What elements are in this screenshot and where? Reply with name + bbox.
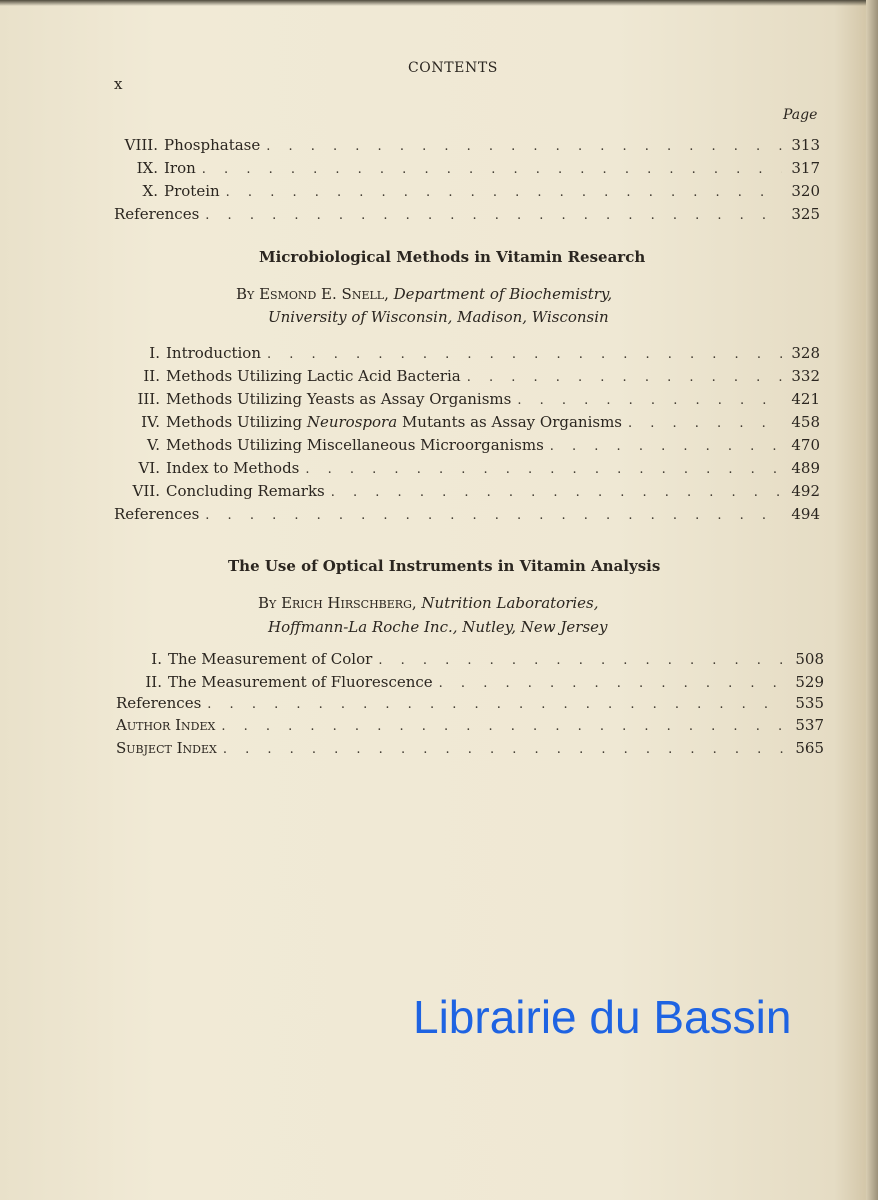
dot-leader — [266, 139, 782, 154]
toc-entry-page: 421 — [791, 390, 820, 408]
toc-entry: IV. Methods Utilizing Neurospora Mutants as Assay Organisms . . . 458 — [114, 413, 820, 435]
toc-entry-title: Index to Methods — [166, 459, 300, 477]
toc-entry-page: 535 — [795, 694, 824, 712]
toc-entry-page: 489 — [791, 459, 820, 477]
running-header: CONTENTS — [408, 60, 498, 76]
toc-entry: V. Methods Utilizing Miscellaneous Microorganisms . . . 470 — [114, 436, 820, 458]
watermark-text: Librairie du Bassin — [413, 991, 792, 1043]
toc-entry-title: References — [114, 205, 200, 223]
dot-leader — [205, 208, 782, 223]
toc-entry-title: The Measurement of Color — [168, 650, 373, 668]
dot-leader — [439, 676, 786, 691]
toc-entry: VIII. Phosphatase . . . 313 — [114, 136, 820, 158]
toc-entry-page: 470 — [791, 436, 820, 454]
toc-entry — [114, 505, 820, 527]
toc-entry-title: Methods Utilizing Lactic Acid Bacteria — [166, 367, 461, 385]
toc-entry-page: 325 — [791, 205, 820, 223]
toc-entry-title: Author Index — [116, 716, 216, 734]
toc-entry-title: Iron — [164, 159, 196, 177]
toc-entry-page: 492 — [791, 482, 820, 500]
author-name: Erich Hirschberg, — [281, 594, 417, 612]
toc-entry-page: 508 — [795, 650, 824, 668]
toc-entry: III. Methods Utilizing Yeasts as Assay Organisms . . . 421 — [114, 390, 820, 412]
author-affiliation-line: Hoffmann-La Roche Inc., Nutley, New Jersey — [268, 618, 608, 636]
dot-leader — [202, 162, 782, 177]
dot-leader — [226, 185, 782, 200]
dot-leader — [207, 697, 786, 712]
toc-entry-title: Introduction — [166, 344, 261, 362]
toc-entry-page: 313 — [791, 136, 820, 154]
dot-leader — [331, 485, 782, 500]
toc-entry — [116, 739, 824, 761]
dot-leader — [305, 462, 782, 477]
book-spine-shadow — [866, 0, 878, 1200]
toc-entry: II. The Measurement of Fluorescence . . . 529 — [116, 673, 824, 695]
author-affiliation-line: University of Wisconsin, Madison, Wisconsin — [268, 308, 609, 326]
dot-leader — [378, 653, 786, 668]
toc-entry: VII. Concluding Remarks . . . 492 — [114, 482, 820, 504]
toc-entry-page: 320 — [791, 182, 820, 200]
toc-entry: IX. Iron . . . 317 — [114, 159, 820, 181]
page-column-label: Page — [783, 107, 818, 123]
top-edge-shadow — [0, 0, 878, 6]
toc-entry: X. Protein . . . 320 — [114, 182, 820, 204]
toc-entry — [116, 694, 824, 716]
toc-entry-page: 494 — [791, 505, 820, 523]
toc-entry-title: References — [114, 505, 200, 523]
dot-leader — [550, 439, 782, 454]
dot-leader — [267, 347, 782, 362]
toc-entry-page: 537 — [795, 716, 824, 734]
toc-entry: II. Methods Utilizing Lactic Acid Bacteria . . . 332 — [114, 367, 820, 389]
toc-entry-page: 529 — [795, 673, 824, 691]
dot-leader — [223, 742, 786, 757]
dot-leader — [467, 370, 782, 385]
toc-entry-title: Subject Index — [116, 739, 217, 757]
dot-leader — [628, 416, 782, 431]
toc-entry-title: Methods Utilizing Yeasts as Assay Organisms — [166, 390, 512, 408]
dot-leader — [221, 719, 786, 734]
toc-entry-title: Methods Utilizing Miscellaneous Microorganisms — [166, 436, 544, 454]
page-numeral: x — [114, 75, 123, 93]
author-byline: By Erich Hirschberg, Nutrition Laboratories, — [258, 594, 599, 612]
toc-entry-title: References — [116, 694, 202, 712]
toc-entry-page: 328 — [791, 344, 820, 362]
toc-entry — [114, 205, 820, 227]
author-affiliation: Department of Biochemistry, — [393, 285, 613, 303]
author-affiliation: Nutrition Laboratories, — [421, 594, 599, 612]
toc-entry-title: Concluding Remarks — [166, 482, 325, 500]
toc-entry-page: 565 — [795, 739, 824, 757]
dot-leader — [205, 508, 782, 523]
author-byline: By Esmond E. Snell, Department of Biochemistry, — [236, 285, 613, 303]
section-title: The Use of Optical Instruments in Vitamin Analysis — [228, 557, 661, 575]
toc-entry-title: Protein — [164, 182, 220, 200]
toc-entry — [116, 716, 824, 738]
author-name: Esmond E. Snell, — [259, 285, 389, 303]
section-title: Microbiological Methods in Vitamin Research — [259, 248, 646, 266]
toc-entry-title: The Measurement of Fluorescence — [168, 673, 433, 691]
toc-entry-page: 317 — [791, 159, 820, 177]
toc-entry: I. The Measurement of Color . . . 508 — [116, 650, 824, 672]
dot-leader — [517, 393, 782, 408]
toc-entry-page: 458 — [791, 413, 820, 431]
toc-entry: I. Introduction . . . 328 — [114, 344, 820, 366]
toc-entry-page: 332 — [791, 367, 820, 385]
toc-entry-title: Methods Utilizing Neurospora Mutants as Assay Organisms — [166, 413, 622, 431]
toc-entry: VI. Index to Methods . . . 489 — [114, 459, 820, 481]
toc-entry-title: Phosphatase — [164, 136, 261, 154]
